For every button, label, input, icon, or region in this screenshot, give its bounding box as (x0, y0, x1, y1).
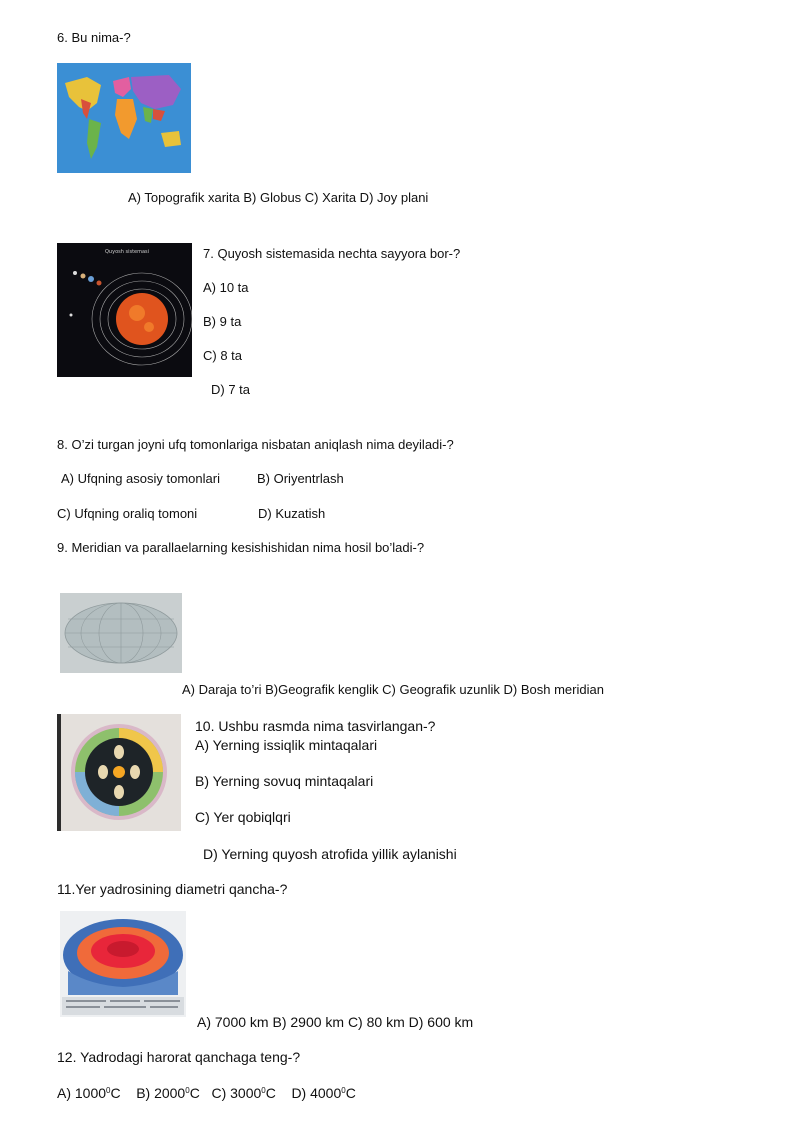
solar-system-caption: Quyosh sistemasi (105, 249, 150, 255)
q7-option-c: C) 8 ta (203, 348, 243, 363)
q10-option-d: D) Yerning quyosh atrofida yillik aylanishi (203, 846, 457, 862)
q12-question: 12. Yadrodagi harorat qanchaga teng-? (57, 1049, 301, 1065)
q8-question: 8. O’zi turgan joyni ufq tomonlariga nisbatan aniqlash nima deyiladi-? (57, 437, 454, 452)
q6-question: 6. Bu nima-? (57, 30, 131, 45)
q10-option-c: C) Yer qobiqlqri (195, 809, 291, 825)
q7-option-b: B) 9 ta (203, 314, 242, 329)
q10-option-b: B) Yerning sovuq mintaqalari (195, 773, 374, 789)
seasons-image (57, 714, 181, 831)
q8-option-d: D) Kuzatish (258, 506, 326, 521)
q12-option-d: D) 4000$^0$C (291, 1085, 356, 1101)
q8-option-b: B) Oriyentrlash (257, 471, 344, 486)
solar-system-image (57, 243, 192, 377)
world-map-image (57, 63, 191, 173)
q9-options: A) Daraja to’ri B)Geografik kenglik C) Geografik uzunlik D) Bosh meridian (182, 682, 604, 697)
q10-option-a: A) Yerning issiqlik mintaqalari (195, 737, 378, 753)
q12-option-a: A) 1000$^0$C (57, 1085, 121, 1101)
q10-question: 10. Ushbu rasmda nima tasvirlangan-? (195, 718, 436, 734)
q8-option-a: A) Ufqning asosiy tomonlari (61, 471, 220, 486)
q7-option-a: A) 10 ta (203, 280, 249, 295)
degree-grid-image (60, 593, 182, 673)
q11-options: A) 7000 km B) 2900 km C) 80 km D) 600 km (197, 1014, 474, 1030)
q11-question: 11.Yer yadrosining diametri qancha-? (57, 881, 288, 897)
q8-option-c: C) Ufqning oraliq tomoni (57, 506, 198, 521)
q12-option-c: C) 3000$^0$C (211, 1085, 276, 1101)
earth-layers-image (60, 911, 186, 1017)
q7-option-d: D) 7 ta (211, 382, 251, 397)
q12-options (57, 1084, 356, 1102)
q9-question: 9. Meridian va parallaelarning kesishishidan nima hosil bo’ladi-? (57, 540, 425, 555)
q6-options: A) Topografik xarita B) Globus C) Xarita D) Joy plani (128, 190, 429, 205)
q12-option-b: B) 2000$^0$C (136, 1085, 200, 1101)
q7-question: 7. Quyosh sistemasida nechta sayyora bor-? (203, 246, 461, 261)
